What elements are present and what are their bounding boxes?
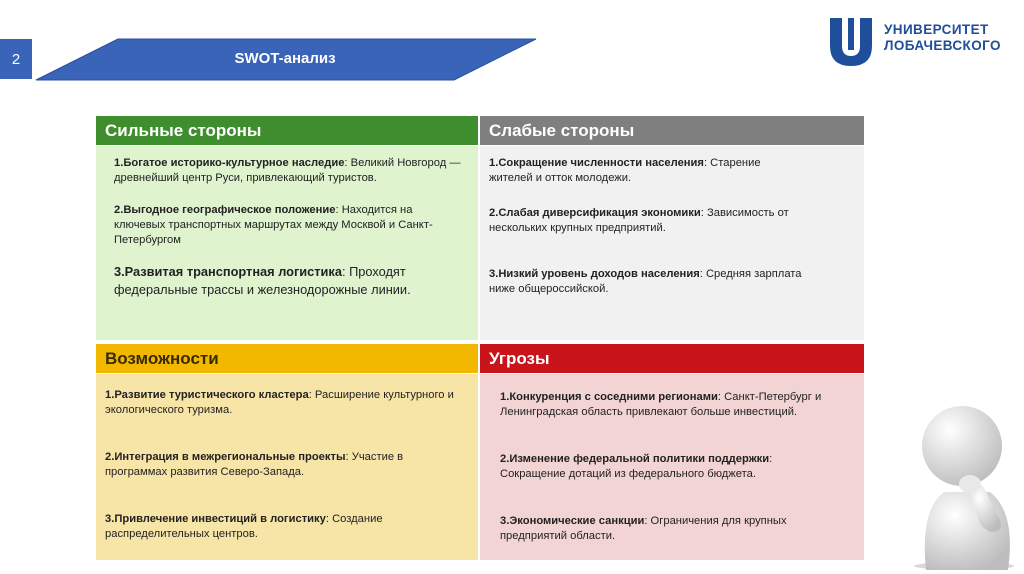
logo-line-1: УНИВЕРСИТЕТ: [884, 22, 989, 37]
logo-wordmark: [884, 22, 1001, 54]
strengths-item-1: 1.Богатое историко-культурное наследие: Великий Новгород — древнейший центр Руси, привлекающий туристов.: [114, 157, 461, 184]
threats-item-3: 3.Экономические санкции: Ограничения для крупных предприятий области.: [500, 515, 787, 542]
weaknesses-heading: Слабые стороны: [480, 116, 864, 145]
weaknesses-item-1: 1.Сокращение численности населения: Старение жителей и отток молодежи.: [489, 157, 761, 184]
weaknesses-item-2: 2.Слабая диверсификация экономики: Зависимость от нескольких крупных предприятий.: [489, 207, 789, 234]
title-band: [0, 0, 560, 90]
page-number: 2: [0, 39, 32, 79]
opportunities-item-1: 1.Развитие туристического кластера: Расширение культурного и экологического туризма.: [105, 389, 454, 416]
weaknesses-item-3: 3.Низкий уровень доходов населения: Средняя зарплата ниже общероссийской.: [489, 268, 802, 295]
threats-heading: Угрозы: [480, 344, 864, 373]
opportunities-panel: [96, 374, 478, 560]
logo-line-2: ЛОБАЧЕВСКОГО: [884, 38, 1001, 53]
strengths-panel: [96, 146, 478, 340]
slide-title: SWOT-анализ: [234, 50, 336, 67]
opportunities-item-2: 2.Интеграция в межрегиональные проекты: Участие в программах развития Северо-Запада.: [105, 451, 404, 478]
strengths-item-3: 3.Развитая транспортная логистика: Проходят федеральные трассы и железнодорожные линии.: [114, 264, 411, 297]
opportunities-heading: Возможности: [96, 344, 478, 373]
weaknesses-panel: [480, 146, 864, 340]
strengths-item-2: 2.Выгодное географическое положение: Находится на ключевых транспортных маршрутах между Москвой и Санкт-Петербургом: [114, 204, 433, 246]
threats-item-2: 2.Изменение федеральной политики поддержки: Сокращение дотаций из федерального бюджета.: [500, 453, 773, 480]
thinking-figure-icon: [904, 400, 1020, 570]
threats-item-1: 1.Конкуренция с соседними регионами: Санкт-Петербург и Ленинградская область привлекают больше инвестиций.: [500, 391, 822, 418]
threats-panel: [480, 374, 864, 560]
opportunities-item-3: 3.Привлечение инвестиций в логистику: Создание распределительных центров.: [105, 513, 383, 540]
strengths-heading: Сильные стороны: [96, 116, 478, 145]
